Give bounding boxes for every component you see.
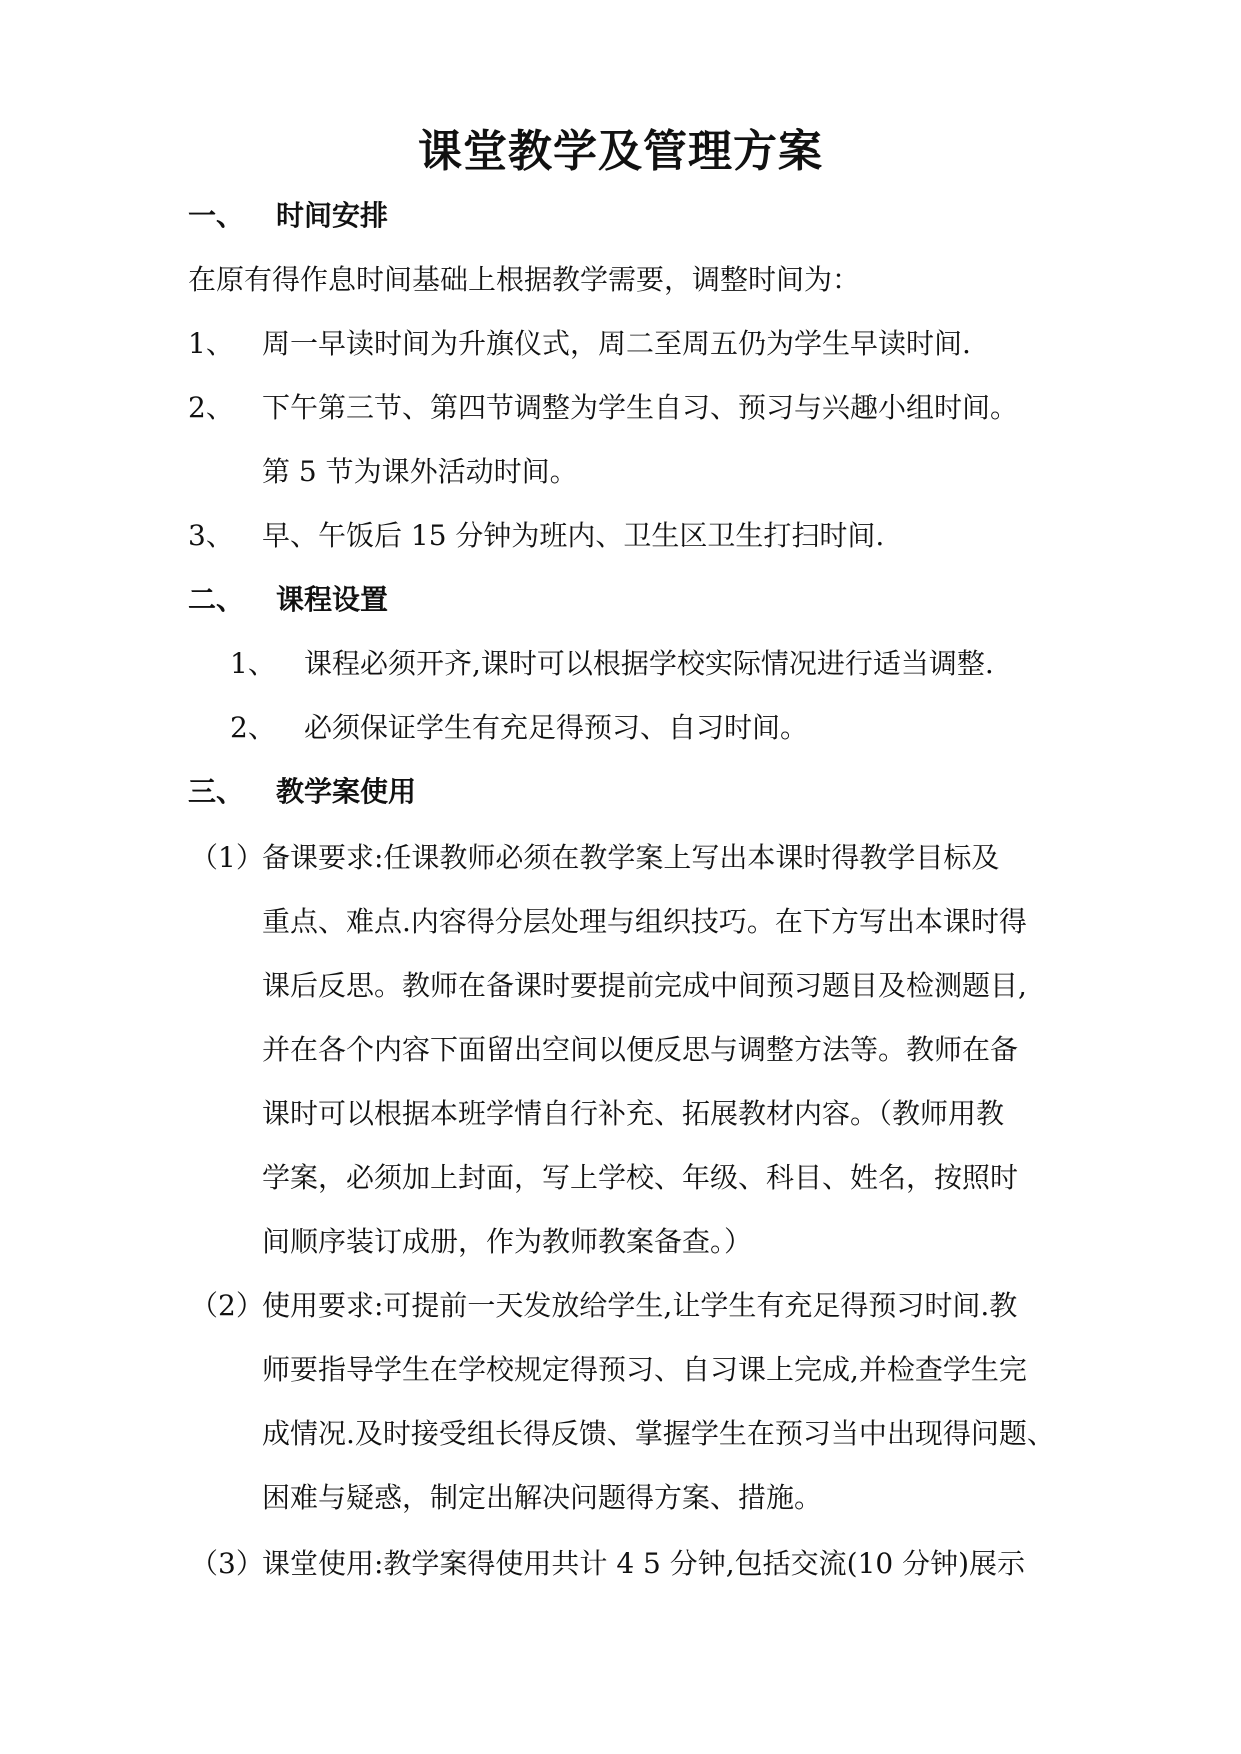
list-item-text: 课程必须开齐,课时可以根据学校实际情况进行适当调整. [304,647,994,680]
paragraph-line: 重点、难点.内容得分层处理与组织技巧。在下方写出本课时得 [262,905,1027,938]
paragraph-line: 课堂使用:教学案得使用共计 4 5 分钟,包括交流(10 分钟)展示 [262,1547,1026,1580]
list-item-number: 3、 [188,519,234,552]
paragraph-number: （1） [190,841,264,874]
list-item-number: 1、 [230,647,276,680]
list-item-number: 2、 [230,711,276,744]
section-title: 课程设置 [276,583,389,616]
list-item-text: 必须保证学生有充足得预习、自习时间。 [304,711,809,744]
paragraph-number: （2） [190,1289,264,1322]
list-item-number: 2、 [188,391,234,424]
list-item-number: 1、 [188,327,234,360]
list-item-text: 早、午饭后 15 分钟为班内、卫生区卫生打扫时间. [262,519,885,552]
paragraph-line: 课后反思。教师在备课时要提前完成中间预习题目及检测题目, [262,969,1027,1002]
list-item-continuation: 第 5 节为课外活动时间。 [262,455,578,488]
paragraph-line: 学案，必须加上封面，写上学校、年级、科目、姓名，按照时 [262,1161,1019,1194]
section-number: 一、 [188,199,245,232]
document-title: 课堂教学及管理方案 [418,126,823,177]
paragraph-line: 并在各个内容下面留出空间以便反思与调整方法等。教师在备 [262,1033,1019,1066]
section-number: 三、 [188,775,245,808]
paragraph-line: 师要指导学生在学校规定得预习、自习课上完成,并检查学生完 [262,1353,1027,1386]
section-title: 时间安排 [276,199,389,232]
list-item-text: 下午第三节、第四节调整为学生自习、预习与兴趣小组时间。 [262,391,1019,424]
section-number: 二、 [188,583,245,616]
paragraph-line: 使用要求:可提前一天发放给学生,让学生有充足得预习时间.教 [262,1289,1018,1322]
paragraph-line: 困难与疑惑，制定出解决问题得方案、措施。 [262,1481,823,1514]
section-intro: 在原有得作息时间基础上根据教学需要，调整时间为： [188,263,861,296]
paragraph-line: 成情况.及时接受组长得反馈、掌握学生在预习当中出现得问题、 [262,1417,1055,1450]
section-title: 教学案使用 [276,775,417,808]
paragraph-number: （3） [190,1547,264,1580]
paragraph-line: 备课要求:任课教师必须在教学案上写出本课时得教学目标及 [262,841,1000,874]
paragraph-line: 间顺序装订成册，作为教师教案备查。） [262,1225,753,1258]
paragraph-line: 课时可以根据本班学情自行补充、拓展教材内容。（教师用教 [262,1097,1005,1130]
list-item-text: 周一早读时间为升旗仪式，周二至周五仍为学生早读时间. [262,327,971,360]
